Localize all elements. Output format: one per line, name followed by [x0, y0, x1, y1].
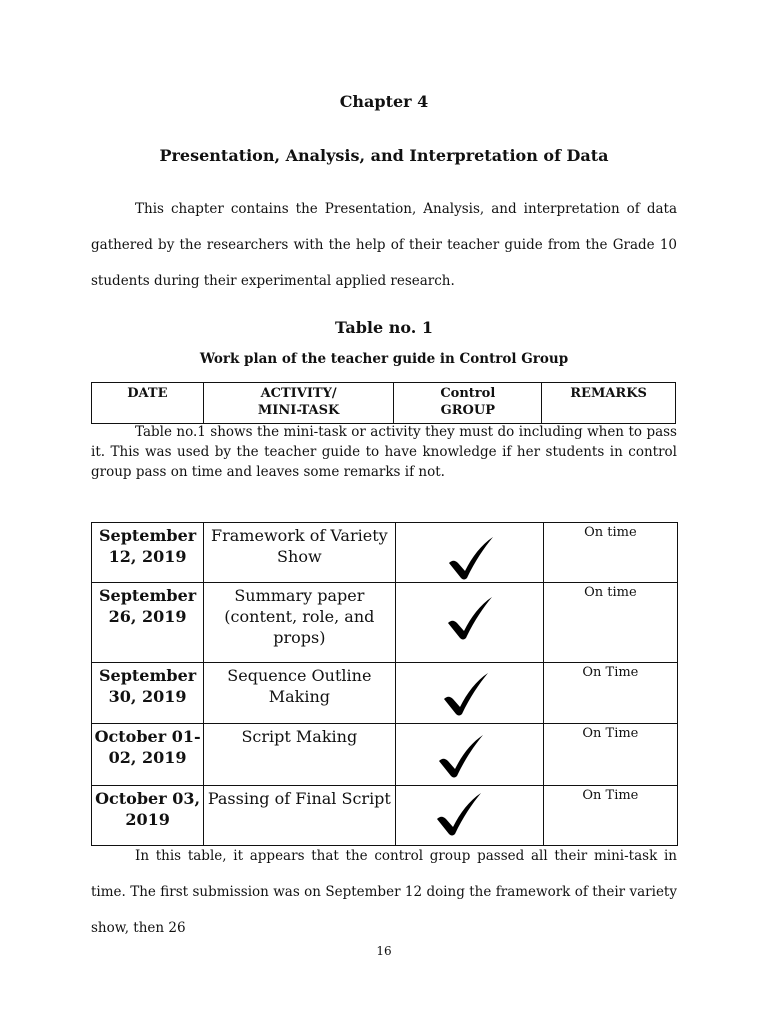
check-mark-icon	[445, 595, 495, 641]
activity-cell: Passing of Final Script	[204, 786, 395, 846]
date-cell: September 30, 2019	[92, 663, 204, 724]
chapter-heading: Chapter 4	[339, 92, 429, 111]
intro-paragraph: This chapter contains the Presentation, Analysis, and interpretation of data gathered by the researchers with the help of their teacher guide from the Grade 10 students during their experimental applied research.	[91, 201, 677, 289]
activity-cell: Summary paper (content, role, and props)	[204, 583, 395, 663]
page-number: 16	[376, 944, 392, 958]
check-mark-icon	[446, 535, 496, 581]
check-mark-icon	[434, 791, 484, 837]
header-activity-line1: ACTIVITY/	[260, 386, 337, 401]
activity-cell: Sequence Outline Making	[204, 663, 395, 724]
activity-cell: Script Making	[204, 724, 395, 786]
date-cell: September 26, 2019	[92, 583, 204, 663]
status-cell	[395, 583, 543, 663]
status-cell	[395, 724, 543, 786]
remark-cell: On time	[543, 523, 677, 583]
remark-cell: On Time	[543, 786, 677, 846]
table-title: Table no. 1	[334, 318, 434, 337]
table-row	[92, 583, 678, 663]
header-group-line1: Control	[440, 386, 496, 401]
remark-cell: On time	[543, 583, 677, 663]
header-control-group	[394, 383, 542, 424]
date-cell: October 03, 2019	[92, 786, 204, 846]
header-activity	[203, 383, 394, 424]
table-row	[92, 663, 678, 724]
status-cell	[395, 786, 543, 846]
header-remarks: REMARKS	[542, 383, 676, 424]
status-cell	[395, 523, 543, 583]
table-caption: Work plan of the teacher guide in Control Group	[199, 351, 569, 367]
header-activity-line2: MINI-TASK	[257, 403, 340, 418]
header-group-line2: GROUP	[440, 403, 495, 418]
table-row	[92, 523, 678, 583]
activity-cell: Framework of Variety Show	[204, 523, 395, 583]
section-title: Presentation, Analysis, and Interpretation of Data	[159, 146, 609, 165]
table-header-row	[92, 383, 676, 424]
table-row	[92, 786, 678, 846]
check-mark-icon	[436, 733, 486, 779]
table-row	[92, 724, 678, 786]
table-header	[91, 382, 676, 424]
remark-cell: On Time	[543, 724, 677, 786]
header-date: DATE	[92, 383, 204, 424]
status-cell	[395, 663, 543, 724]
closing-paragraph: In this table, it appears that the control group passed all their mini-task in time. The first submission was on September 12 doing the framework of their variety show, then 26	[91, 848, 677, 936]
date-cell: October 01-02, 2019	[92, 724, 204, 786]
remark-cell: On Time	[543, 663, 677, 724]
workplan-table	[91, 522, 678, 846]
table-description: Table no.1 shows the mini-task or activity they must do including when to pass it. This was used by the teacher guide to have knowledge if her students in control group pass on time and leaves some remarks if not.	[91, 424, 677, 480]
date-cell: September 12, 2019	[92, 523, 204, 583]
check-mark-icon	[441, 671, 491, 717]
